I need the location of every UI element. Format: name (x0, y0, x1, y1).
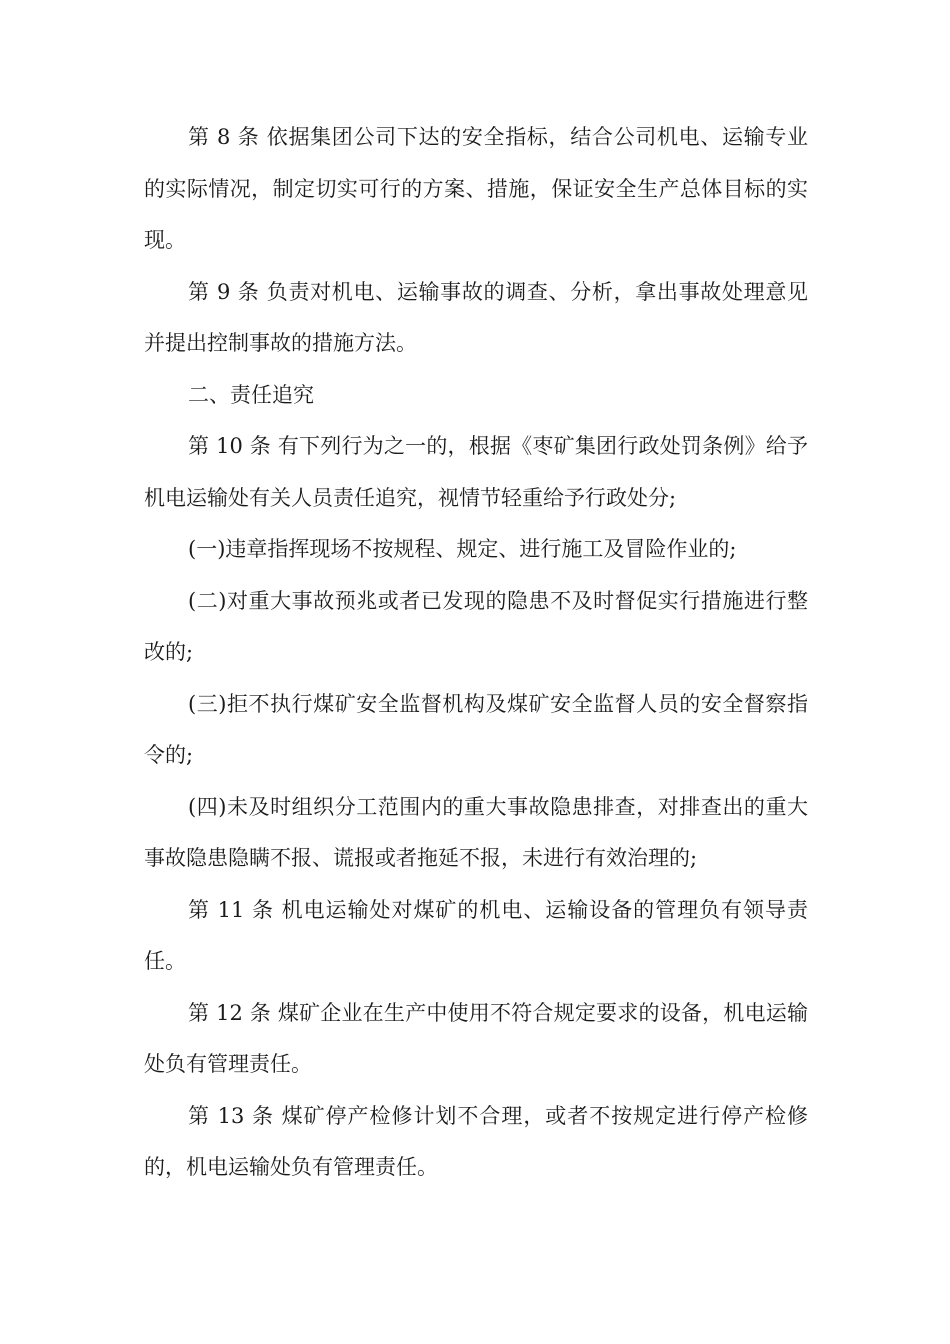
article-13-paragraph: 第 13 条 煤矿停产检修计划不合理，或者不按规定进行停产检修的，机电运输处负有管理责任。 (144, 1103, 808, 1179)
article-9-paragraph: 第 9 条 负责对机电、运输事故的调查、分析，拿出事故处理意见并提出控制事故的措施方法。 (144, 279, 808, 355)
list-item-4: (四)未及时组织分工范围内的重大事故隐患排查，对排查出的重大事故隐患隐瞒不报、谎报或者拖延不报，未进行有效治理的; (144, 794, 808, 870)
article-11-paragraph: 第 11 条 机电运输处对煤矿的机电、运输设备的管理负有领导责任。 (144, 897, 808, 973)
list-item-2: (二)对重大事故预兆或者已发现的隐患不及时督促实行措施进行整改的; (144, 588, 808, 664)
list-item-3: (三)拒不执行煤矿安全监督机构及煤矿安全监督人员的安全督察指令的; (144, 691, 808, 767)
document-body (144, 112, 808, 1194)
section-heading: 二、责任追究 (188, 382, 314, 407)
article-10-paragraph: 第 10 条 有下列行为之一的，根据《枣矿集团行政处罚条例》给予机电运输处有关人员责任追究，视情节轻重给予行政处分; (144, 434, 808, 510)
article-12-paragraph: 第 12 条 煤矿企业在生产中使用不符合规定要求的设备，机电运输处负有管理责任。 (144, 1000, 808, 1076)
article-8-paragraph: 第 8 条 依据集团公司下达的安全指标，结合公司机电、运输专业的实际情况，制定切实可行的方案、措施，保证安全生产总体目标的实现。 (144, 125, 808, 252)
list-item-1: (一)违章指挥现场不按规程、规定、进行施工及冒险作业的; (188, 537, 737, 561)
